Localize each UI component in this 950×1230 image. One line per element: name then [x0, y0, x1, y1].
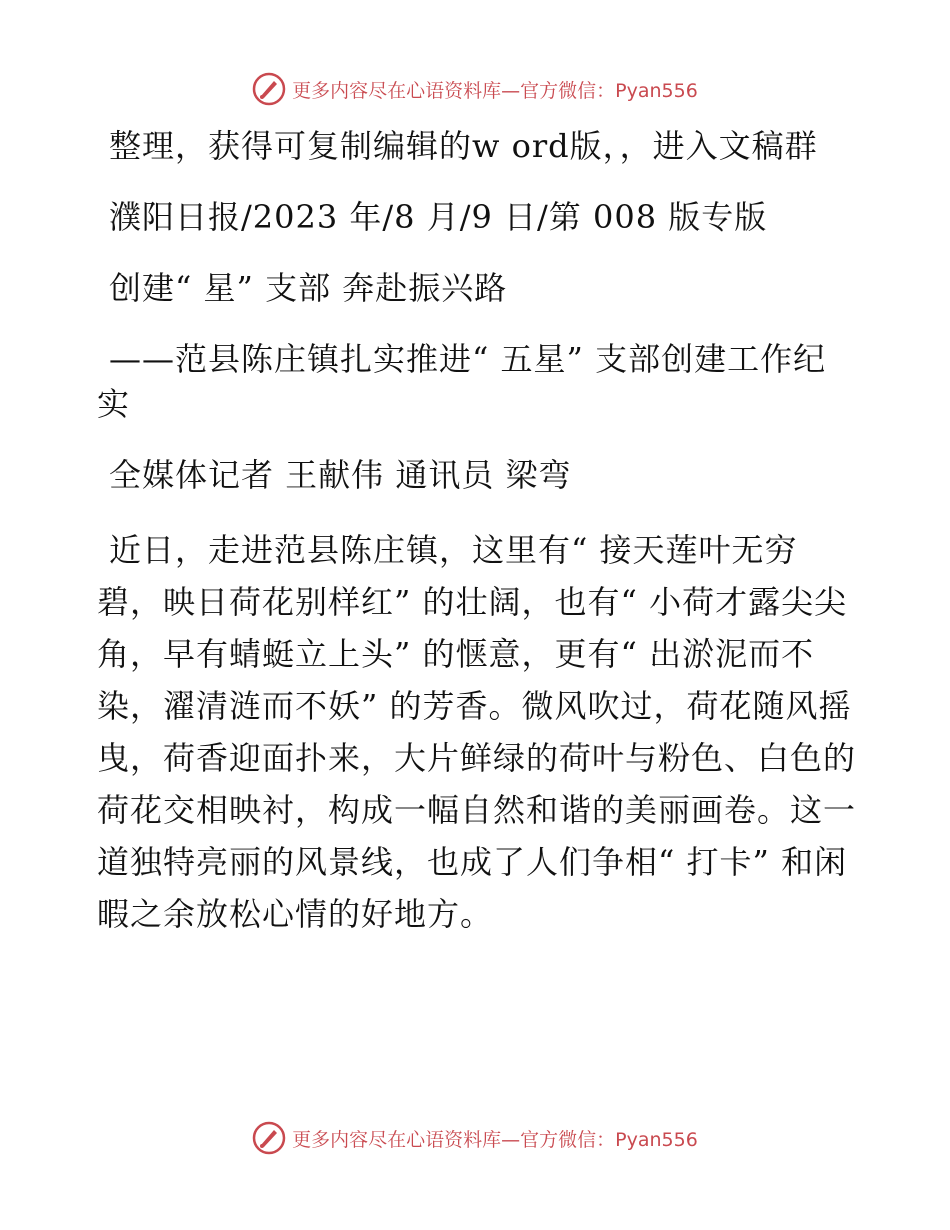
article-title: 创建“ 星” 支部 奔赴振兴路 [109, 269, 508, 307]
body-paragraph: 近日，走进范县陈庄镇，这里有“ 接天莲叶无穷碧，映日荷花别样红” 的壮阔，也有“ 小荷才露尖尖角，早有蜻蜓立上头” 的惬意，更有“ 出淤泥而不染，濯清涟而不妖” 的芳香。微风吹过，荷花随风摇曳，荷香迎面扑来，大片鲜绿的荷叶与粉色、白色的荷花交相映衬，构成一幅自然和谐的美丽画卷。这一道独特亮丽的风景线，也成了人们争相“ 打卡” 和闲暇之余放松心情的好地方。 [97, 531, 857, 933]
header-watermark [0, 72, 950, 106]
pen-logo-icon [252, 1121, 286, 1155]
document-content [97, 124, 857, 940]
intro-text: 整理，获得可复制编辑的w ord版，，进入文稿群 [109, 127, 818, 165]
footer-watermark [0, 1121, 950, 1155]
watermark-text: 更多内容尽在心语资料库—官方微信：Pyan556 [292, 79, 698, 102]
byline: 全媒体记者 王献伟 通讯员 梁弯 [109, 456, 572, 494]
source-line: 濮阳日报/2023 年/8 月/9 日/第 008 版专版 [109, 198, 768, 236]
watermark-text: 更多内容尽在心语资料库—官方微信：Pyan556 [292, 1128, 698, 1151]
pen-logo-icon [252, 72, 286, 106]
article-subtitle: ——范县陈庄镇扎实推进“ 五星” 支部创建工作纪实 [97, 340, 827, 423]
